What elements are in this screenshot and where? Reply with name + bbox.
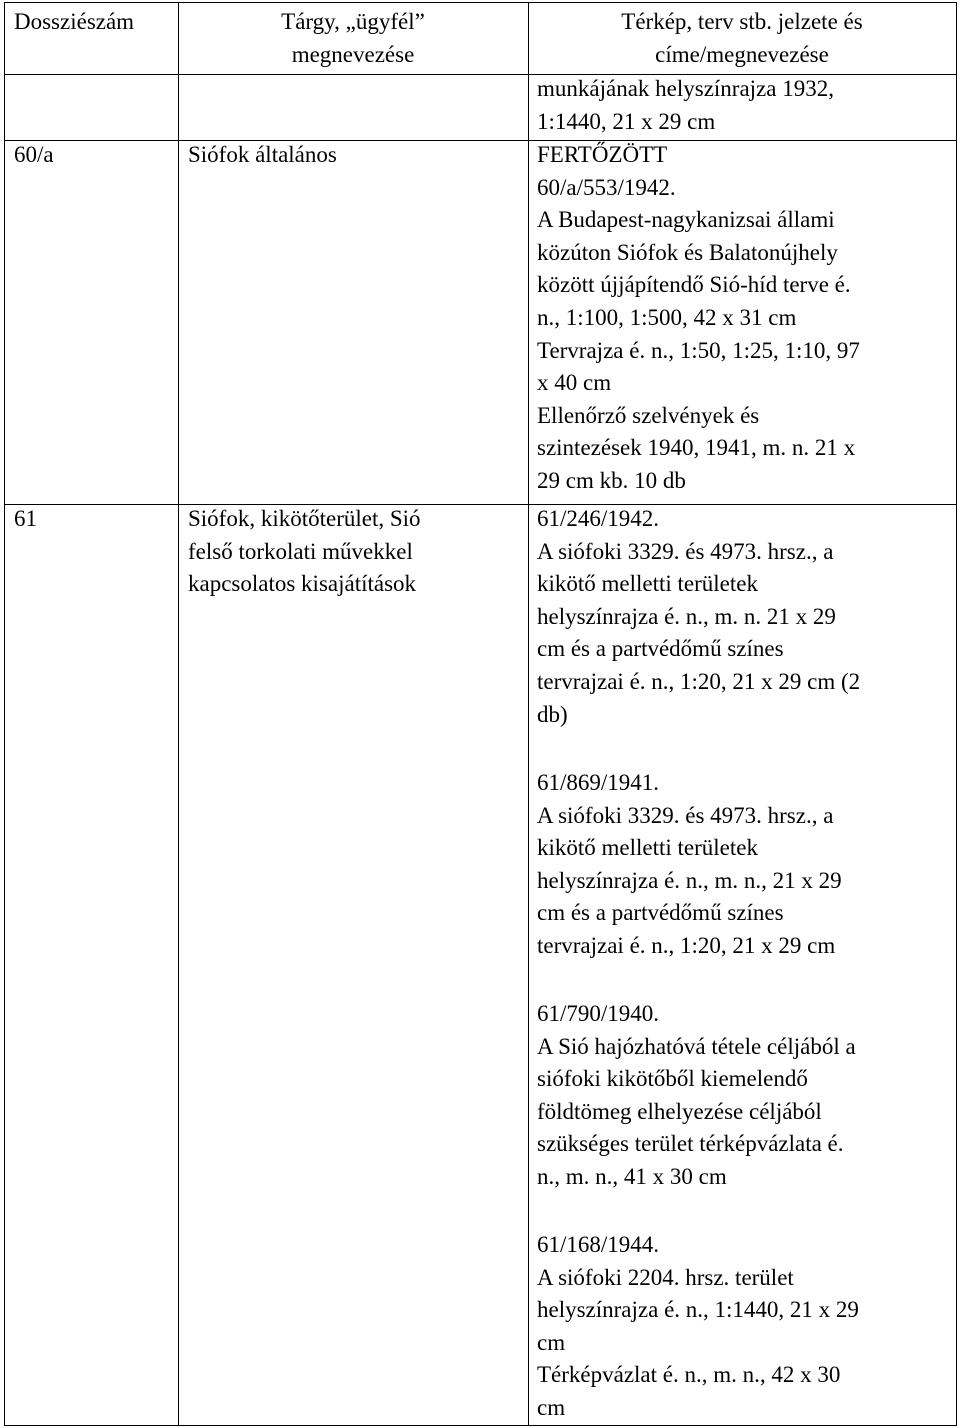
row-61-subject: Siófok, kikötőterület, Sió felső torkolati művekkel kapcsolatos kisajátítások (188, 506, 421, 597)
row-60a-map-plan: FERTŐZÖTT 60/a/553/1942. A Budapest-nagykanizsai állami közúton Siófok és Balatonújhely között újjápítendő Sió-híd terve é. n., 1:100, 1:500, 42 x 31 cm Tervrajza é. n., 1:50, 1:25, 1:10, 97 x 40 cm Ellenőrző szelvények és szintezések 1940, 1941, m. n. 21 x 29 cm kb. 10 db (537, 142, 860, 493)
row-61-dossier-number: 61 (14, 506, 37, 531)
table-row-continuation-map: munkájának helyszínrajza 1932, 1:1440, 21 x 29 cm (537, 76, 834, 134)
row-61-entry-1: 61/246/1942. A siófoki 3329. és 4973. hrsz., a kikötő melletti területek helyszínrajza é. n., m. n. 21 x 29 cm és a partvédőmű színes tervrajzai é. n., 1:20, 21 x 29 cm (2 db) (537, 506, 861, 727)
header-dossier-number: Dossziészám (14, 9, 135, 34)
column-divider-1 (178, 2, 179, 1426)
row-60a-subject: Siófok általános (188, 142, 337, 167)
row-61-entry-2: 61/869/1941. A siófoki 3329. és 4973. hrsz., a kikötő melletti területek helyszínrajza é. n., m. n., 21 x 29 cm és a partvédőmű színes tervrajzai é. n., 1:20, 21 x 29 cm (537, 770, 842, 958)
header-map-plan: Térkép, terv stb. jelzete és címe/megnevezése (621, 9, 863, 67)
row-61-entry-3: 61/790/1940. A Sió hajózhatóvá tétele céljából a siófoki kikötőből kiemelendő földtömeg elhelyezése céljából szükséges terület térképvázlata é. n., m. n., 41 x 30 cm (537, 1001, 856, 1189)
row-61-entry-4: 61/168/1944. A siófoki 2204. hrsz. terület helyszínrajza é. n., 1:1440, 21 x 29 cm Térképvázlat é. n., m. n., 42 x 30 cm (537, 1232, 859, 1420)
header-subject: Tárgy, „ügyfél” megnevezése (281, 9, 425, 67)
column-divider-2 (528, 2, 529, 1426)
row-60a-dossier-number: 60/a (14, 142, 54, 167)
